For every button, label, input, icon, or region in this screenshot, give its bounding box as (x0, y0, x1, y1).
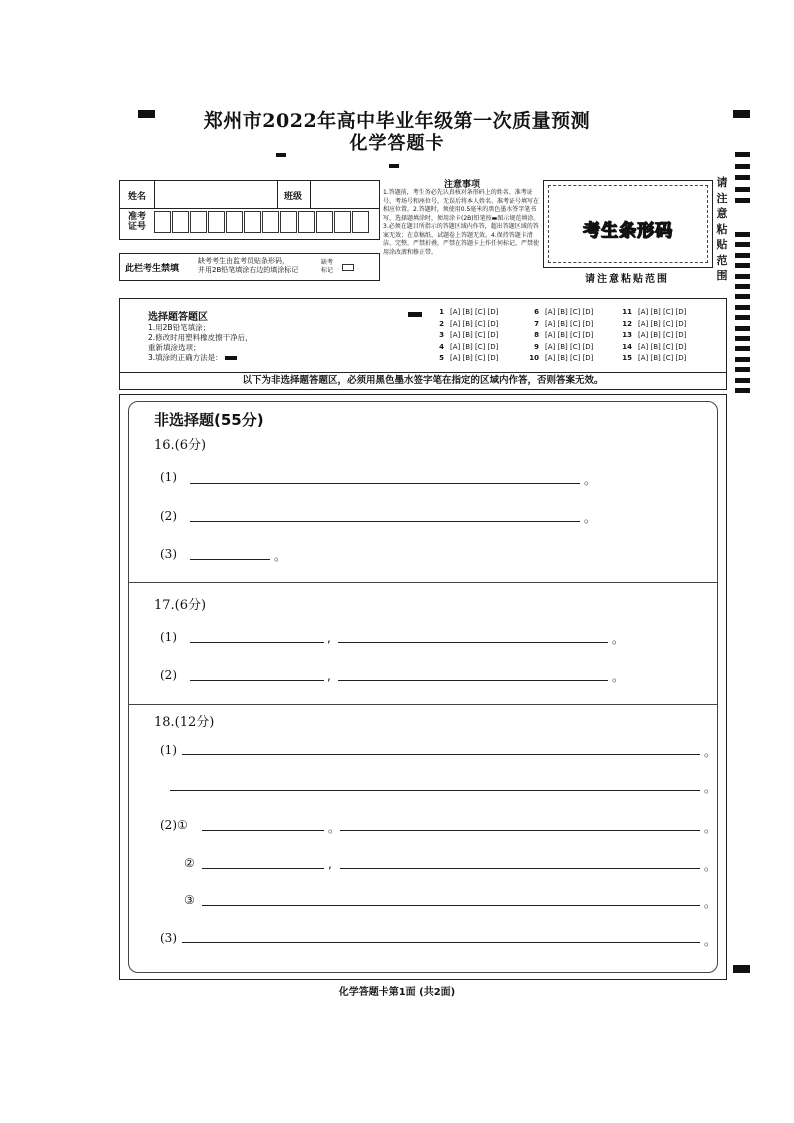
period: 。 (704, 896, 717, 910)
absent-mark-bubble[interactable] (342, 264, 354, 271)
answer-line[interactable] (190, 642, 324, 643)
timing-mark (735, 378, 750, 383)
q16-part-label: (3) (160, 547, 177, 561)
class-field[interactable] (310, 181, 311, 208)
q18-title: 18.(12分) (154, 715, 215, 730)
nonchoice-answer-area (119, 394, 727, 980)
answer-bubbles[interactable]: [A] [B] [C] [D] (545, 319, 594, 328)
q16-part-label: (2) (160, 509, 177, 523)
period: 。 (612, 632, 625, 646)
answer-bubbles[interactable]: [A] [B] [C] [D] (638, 342, 687, 351)
exam-id-cell[interactable] (298, 211, 315, 233)
timing-mark (735, 164, 750, 169)
q18-part-label: (3) (160, 931, 177, 945)
timing-mark (735, 305, 750, 310)
barcode-paste-zone (548, 185, 708, 263)
choice-question-row[interactable] (430, 331, 498, 339)
timing-mark (735, 357, 750, 362)
exam-id-cell[interactable] (244, 211, 261, 233)
period: 。 (704, 934, 717, 948)
answer-bubbles[interactable]: [A] [B] [C] [D] (450, 331, 499, 339)
exam-id-cell[interactable] (262, 211, 279, 233)
q18-part-label: (2)① (160, 818, 188, 832)
choice-question-row[interactable] (618, 320, 686, 328)
notice-text: 1.答题前，考生务必先认真核对条形码上的姓名、准考证号、考场号和座位号，无误后将本人姓名、准考证号填写在相应位置。2.答题时，须使用0.5毫米的黑色墨水签字笔书写，选择题填涂时，须用涂卡(2B)铅笔按▬图示规范填涂。3.必须在题目所指示的答题区域内作答，超出答题区域的答案无效；在草稿纸、试题卷上答题无效。4.保持答题卡清洁、完整，严禁折叠，严禁在答题卡上作任何标记，严禁使用涂改液和修正带。 (383, 189, 540, 256)
question-number: 15 (622, 354, 632, 362)
timing-mark (735, 175, 750, 180)
timing-mark (735, 232, 750, 237)
timing-mark (735, 294, 750, 299)
answer-bubbles[interactable]: [A] [B] [C] [D] (638, 308, 687, 316)
barcode-label: 考生条形码 (583, 221, 673, 241)
period: 。 (328, 821, 341, 835)
answer-bubbles[interactable]: [A] [B] [C] [D] (638, 354, 687, 362)
proctor-instructions: 缺考考生由监考员贴条形码， 并用2B铅笔填涂右边的填涂标记 (198, 257, 299, 274)
period: 。 (704, 821, 717, 835)
answer-bubbles[interactable]: [A] [B] [C] [D] (450, 308, 499, 316)
period: 。 (612, 670, 625, 684)
exam-title: 郑州市2022年高中毕业年级第一次质量预测 (203, 110, 591, 132)
question-number: 4 (439, 342, 444, 351)
timing-mark (735, 274, 750, 279)
answer-line[interactable] (338, 680, 608, 681)
choice-question-row[interactable] (618, 331, 686, 339)
registration-mark (389, 164, 399, 168)
answer-bubbles[interactable]: [A] [B] [C] [D] (545, 331, 594, 339)
period: 。 (274, 549, 287, 563)
choice-question-row[interactable] (525, 320, 593, 328)
section-divider (128, 582, 718, 583)
question-number: 14 (622, 342, 632, 351)
comma: , (327, 669, 331, 683)
choice-question-row[interactable] (525, 354, 593, 362)
student-info-box (119, 180, 380, 240)
answer-line[interactable] (170, 790, 700, 791)
notice-title: 注意事项 (443, 180, 480, 190)
card-title: 化学答题卡 (349, 133, 445, 154)
exam-id-cell[interactable] (280, 211, 297, 233)
question-number: 11 (622, 308, 632, 316)
filled-bubble-example (225, 356, 237, 360)
answer-line[interactable] (340, 868, 700, 869)
q18-part-label: ③ (184, 893, 195, 907)
q17-title: 17.(6分) (154, 598, 207, 613)
answer-line[interactable] (190, 521, 580, 522)
choice-question-row[interactable] (525, 343, 593, 351)
q16-part-label: (1) (160, 470, 177, 484)
answer-bubbles[interactable]: [A] [B] [C] [D] (545, 308, 594, 316)
name-label: 姓名 (127, 192, 146, 202)
choice-instructions: 1.用2B铅笔填涂； 2.修改时用塑料橡皮擦干净后， 重新填涂选项； 3.填涂的正确方法是： (148, 323, 253, 362)
period: 。 (584, 473, 597, 487)
timing-mark (735, 367, 750, 372)
question-number: 5 (439, 354, 444, 362)
period: 。 (704, 745, 717, 759)
answer-bubbles[interactable]: [A] [B] [C] [D] (638, 319, 687, 328)
question-number: 6 (534, 308, 539, 316)
answer-line[interactable] (190, 680, 324, 681)
timing-mark (735, 315, 750, 320)
section-title: 非选择题(55分) (154, 411, 264, 429)
exam-id-cell[interactable] (334, 211, 351, 233)
timing-mark (735, 198, 750, 203)
exam-id-cell[interactable] (316, 211, 333, 233)
period: 。 (584, 511, 597, 525)
exam-id-cell[interactable] (172, 211, 189, 233)
answer-frame (128, 401, 718, 973)
answer-bubbles[interactable]: [A] [B] [C] [D] (450, 342, 499, 351)
class-label: 班级 (283, 192, 302, 202)
timing-mark (735, 346, 750, 351)
answer-line[interactable] (338, 642, 608, 643)
exam-id-cell[interactable] (352, 211, 369, 233)
timing-mark (735, 388, 750, 393)
question-number: 13 (622, 331, 632, 339)
exam-id-cell[interactable] (226, 211, 243, 233)
exam-id-cell[interactable] (154, 211, 171, 233)
answer-bubbles[interactable]: [A] [B] [C] [D] (545, 354, 594, 362)
divider (120, 208, 379, 209)
answer-bubbles[interactable]: [A] [B] [C] [D] (450, 354, 499, 362)
answer-bubbles[interactable]: [A] [B] [C] [D] (545, 342, 594, 351)
question-number: 2 (439, 319, 444, 328)
period: 。 (704, 781, 717, 795)
choice-title: 选择题答题区 (148, 312, 208, 323)
answer-line[interactable] (182, 754, 700, 755)
choice-question-row[interactable] (430, 354, 498, 362)
choice-question-row[interactable] (618, 343, 686, 351)
answer-line[interactable] (202, 830, 324, 831)
section-divider (128, 704, 718, 705)
choice-question-row[interactable] (525, 331, 593, 339)
registration-mark (733, 965, 750, 973)
choice-question-row[interactable] (430, 343, 498, 351)
nonchoice-banner: 以下为非选择题答题区，必须用黑色墨水签字笔在指定的区域内作答，否则答案无效。 (120, 372, 726, 389)
exam-id-cell[interactable] (190, 211, 207, 233)
answer-line[interactable] (190, 559, 270, 560)
q18-part-label: ② (184, 856, 195, 870)
choice-question-row[interactable] (618, 354, 686, 362)
q17-part-label: (2) (160, 668, 177, 682)
comma: , (328, 857, 332, 871)
question-number: 12 (622, 319, 632, 328)
comma: , (327, 631, 331, 645)
choice-question-row[interactable] (618, 308, 686, 316)
absent-mark-label: 缺考 标记 (321, 259, 334, 274)
q16-title: 16.(6分) (154, 438, 207, 453)
timing-mark (735, 263, 750, 268)
proctor-only-label: 此栏考生禁填 (125, 264, 180, 274)
page-footer: 化学答题卡第1面 (共2面) (338, 987, 456, 998)
question-number: 1 (439, 308, 444, 316)
answer-line[interactable] (190, 483, 580, 484)
timing-mark (735, 242, 750, 247)
barcode-area (543, 180, 713, 268)
q17-part-label: (1) (160, 630, 177, 644)
proctor-only-box (119, 253, 380, 281)
exam-id-label: 准考 证号 (127, 212, 146, 232)
answer-line[interactable] (340, 830, 700, 831)
question-number: 10 (529, 354, 539, 362)
question-number: 3 (439, 331, 444, 339)
timing-mark (735, 336, 750, 341)
answer-line[interactable] (182, 942, 700, 943)
answer-bubbles[interactable]: [A] [B] [C] [D] (450, 319, 499, 328)
barcode-note: 请注意粘贴范围 (585, 274, 669, 285)
question-number: 8 (534, 331, 539, 339)
name-field[interactable] (154, 181, 278, 208)
exam-id-cell[interactable] (208, 211, 225, 233)
timing-mark (735, 187, 750, 192)
answer-line[interactable] (202, 868, 324, 869)
choice-answer-area (119, 298, 727, 390)
q18-part-label: (1) (160, 743, 177, 757)
question-number: 7 (534, 319, 539, 328)
timing-mark (735, 284, 750, 289)
period: 。 (704, 859, 717, 873)
choice-question-row[interactable] (430, 320, 498, 328)
timing-mark (735, 326, 750, 331)
question-number: 9 (534, 342, 539, 351)
side-note: 请 注 意 粘 贴 范 围 (716, 176, 728, 282)
exam-id-grid[interactable] (154, 211, 370, 233)
choice-question-row[interactable] (525, 308, 593, 316)
answer-line[interactable] (202, 905, 700, 906)
answer-bubbles[interactable]: [A] [B] [C] [D] (638, 331, 687, 339)
choice-question-row[interactable] (430, 308, 498, 316)
timing-mark (735, 253, 750, 258)
